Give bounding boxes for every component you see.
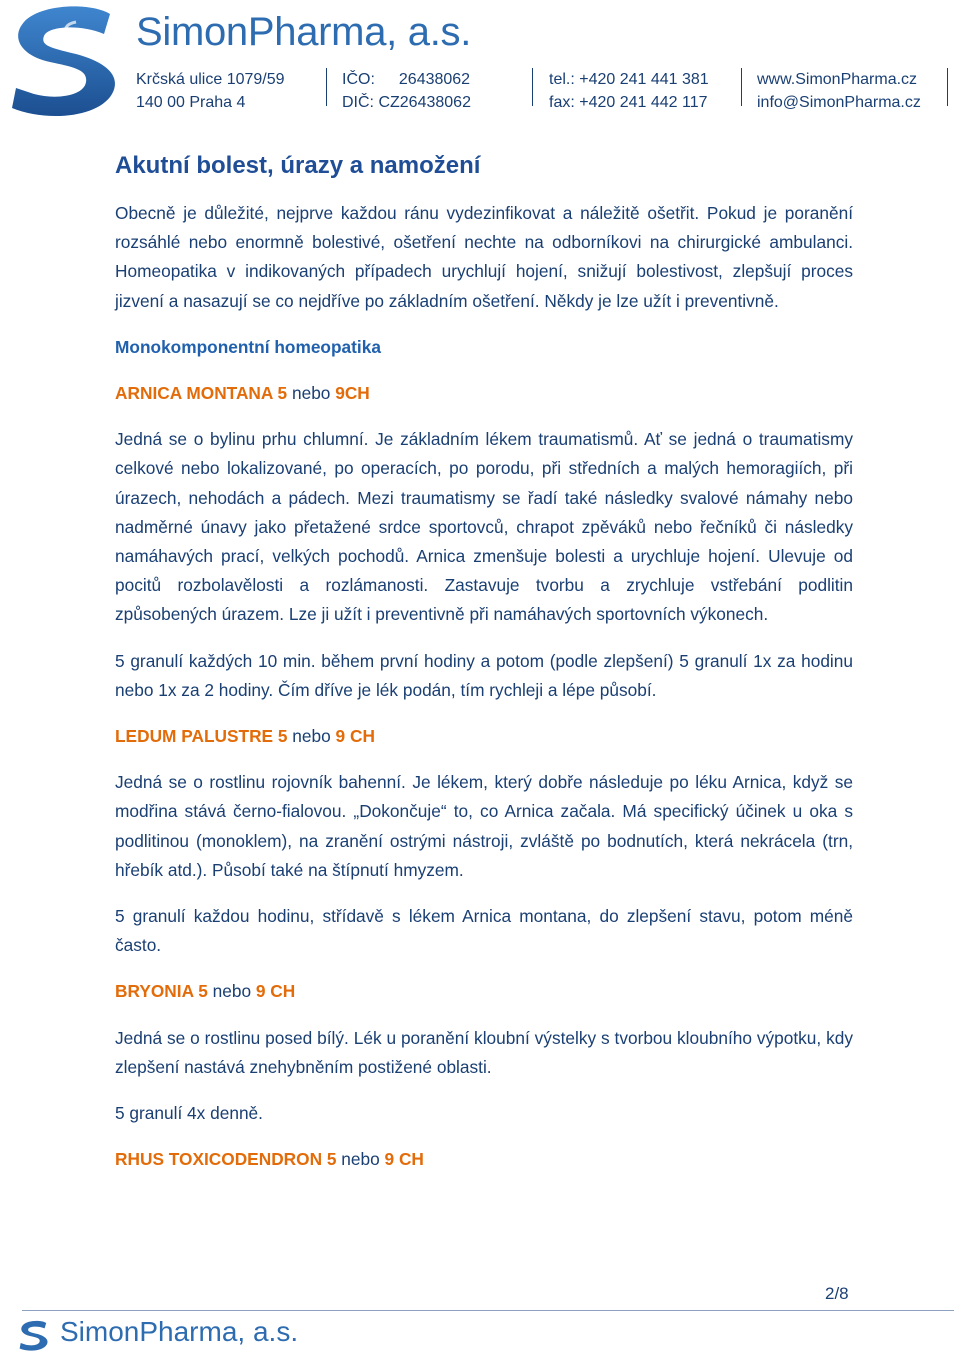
remedy-potency: 9 CH <box>255 981 296 1002</box>
ico-value: 26438062 <box>398 71 471 88</box>
remedy-connector: nebo <box>207 981 256 1002</box>
remedy-description: Jedná se o bylinu prhu chlumní. Je základním lékem traumatismů. Ať se jedná o traumatismy celkové nebo lokalizované, po operacích, po porodu, při středních a malých hemoragiích, při úrazech, nehodách a pádech. Mezi traumatismy se řadí také následky svalové námahy nebo nadměrné únavy jako přetažené srdce sportovců, chrapot zpěváků nebo řečníků či následky namáhavých prací, velkých pochodů. Arnica zmenšuje bolesti a urychluje hojení. Ulevuje od pocitů rozbolavělosti a rozlámanosti. Zastavuje tvorbu a zrychluje vstřebání podlitin způsobených úrazem. Lze ji užít i preventivně při namáhavých sportovních výkonech. <box>115 429 853 625</box>
remedy-heading-arnica <box>115 379 853 408</box>
fax-number: fax: +420 241 442 117 <box>549 94 708 111</box>
remedy-potency: 9 CH <box>335 726 375 747</box>
remedy-dosage: 5 granulí každou hodinu, střídavě s lékem Arnica montana, do zlepšení stavu, potom méně často. <box>115 906 853 956</box>
remedy-connector: nebo <box>287 383 336 404</box>
remedy-description: Jedná se o rostlinu rojovník bahenní. Je lékem, který dobře následuje po léku Arnica, když se modřina stává černo-fialovou. „Dokončuje“ to, co Arnica začala. Má specifický účinek u oka s podlitinou (monoklem), na zranění ostrými nástroji, zvláště po bodnutích, která nekrácela (trn, hřebík atd.). Působí také na štípnutí hmyzem. <box>115 772 853 880</box>
remedy-dosage: 5 granulí každých 10 min. během první hodiny a potom (podle zlepšení) 5 granulí 1x za hodinu nebo 1x za 2 hodiny. Čím dříve je lék podán, tím rychleji a lépe působí. <box>115 650 853 700</box>
website-link[interactable]: www.SimonPharma.cz <box>757 71 918 88</box>
remedy-potency: 9 CH <box>384 1149 424 1170</box>
remedy-potency: 9CH <box>335 383 370 404</box>
letterhead <box>0 0 960 125</box>
address-city: 140 00 Praha 4 <box>136 94 246 111</box>
remedy-dosage: 5 granulí 4x denně. <box>115 1103 263 1124</box>
phone-block <box>549 68 709 114</box>
remedy-name: RHUS TOXICODENDRON 5 <box>115 1149 337 1170</box>
company-name: SimonPharma, a.s. <box>136 10 472 54</box>
web-block <box>757 68 921 114</box>
remedy-name: ARNICA MONTANA 5 <box>115 383 288 404</box>
remedy-heading-ledum <box>115 722 853 751</box>
ico-label: IČO: <box>342 71 375 88</box>
remedy-heading-bryonia <box>115 977 853 1006</box>
section-heading: Monokomponentní homeopatika <box>115 336 381 357</box>
header-divider <box>947 68 948 106</box>
footer-company-name: SimonPharma, a.s. <box>60 1316 299 1347</box>
remedy-description: Jedná se o rostlinu posed bílý. Lék u poranění kloubní výstelky s tvorbou kloubního výpotku, kdy zlepšení nastává znehybněním postižené oblasti. <box>115 1027 853 1077</box>
simonpharma-footer-logo-icon <box>18 1318 50 1354</box>
header-divider <box>326 68 327 106</box>
remedy-name: LEDUM PALUSTRE 5 <box>115 726 288 747</box>
phone-number: tel.: +420 241 441 381 <box>549 71 709 88</box>
footer-divider <box>22 1310 954 1311</box>
address-street: Krčská ulice 1079/59 <box>136 71 285 88</box>
page-number: 2/8 <box>825 1284 849 1303</box>
simonpharma-logo-icon <box>6 4 124 120</box>
header-divider <box>532 68 533 106</box>
address-block <box>136 68 285 114</box>
registration-block <box>342 68 471 114</box>
intro-paragraph: Obecně je důležité, nejprve každou ránu vydezinfikovat a náležitě ošetřit. Pokud je poranění rozsáhlé nebo enormně bolestivé, ošetření nechte na odborníkovi na chirurgické ambulanci. Homeopatika v indikovaných případech urychlují hojení, snižují bolestivost, zlepšují proces jizvení a nasazují se co nejdříve po základním ošetření. Někdy je lze užít i preventivně. <box>115 203 853 311</box>
page-title: Akutní bolest, úrazy a namožení <box>115 152 481 179</box>
remedy-name: BRYONIA 5 <box>115 981 208 1002</box>
remedy-connector: nebo <box>336 1149 385 1170</box>
dic-value: DIČ: CZ26438062 <box>342 94 471 111</box>
remedy-connector: nebo <box>287 726 336 747</box>
remedy-heading-rhus <box>115 1145 853 1174</box>
header-divider <box>741 68 742 106</box>
email-link[interactable]: info@SimonPharma.cz <box>757 94 921 111</box>
document-body <box>115 150 853 1174</box>
